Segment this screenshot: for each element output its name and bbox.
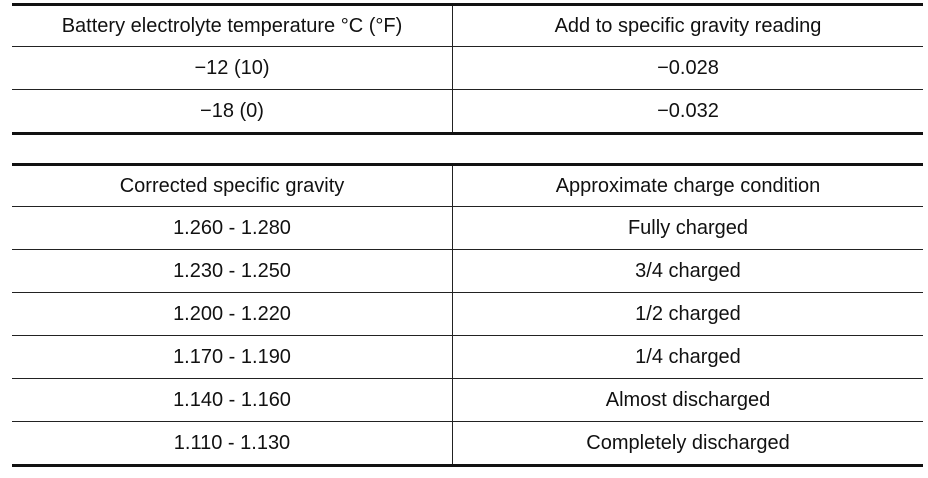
gravity-range-cell: 1.140 - 1.160 (12, 379, 453, 422)
charge-condition-table (12, 163, 923, 467)
gravity-range-cell: 1.230 - 1.250 (12, 250, 453, 293)
temperature-cell: −18 (0) (12, 90, 453, 134)
table-row (12, 47, 923, 90)
gravity-range-cell: 1.110 - 1.130 (12, 422, 453, 466)
correction-cell: −0.028 (453, 47, 924, 90)
header-electrolyte-temperature: Battery electrolyte temperature °C (°F) (12, 5, 453, 47)
table-row (12, 422, 923, 466)
charge-condition-cell: Almost discharged (453, 379, 924, 422)
temperature-cell: −12 (10) (12, 47, 453, 90)
header-corrected-specific-gravity: Corrected specific gravity (12, 165, 453, 207)
charge-condition-cell: 3/4 charged (453, 250, 924, 293)
table-header-row (12, 165, 923, 207)
charge-condition-cell: 1/4 charged (453, 336, 924, 379)
table-row (12, 90, 923, 134)
table-row (12, 293, 923, 336)
table-row (12, 207, 923, 250)
charge-condition-cell: Completely discharged (586, 431, 790, 454)
table-row (12, 250, 923, 293)
gravity-range-cell: 1.260 - 1.280 (12, 207, 453, 250)
table-header-row (12, 5, 923, 47)
gravity-range-cell: 1.200 - 1.220 (12, 293, 453, 336)
header-add-to-specific-gravity: Add to specific gravity reading (453, 5, 924, 47)
gravity-range-cell: 1.170 - 1.190 (12, 336, 453, 379)
charge-condition-cell: Fully charged (453, 207, 924, 250)
header-charge-condition: Approximate charge condition (453, 165, 924, 207)
temperature-correction-table (12, 3, 923, 135)
charge-condition-cell: 1/2 charged (453, 293, 924, 336)
table-row (12, 336, 923, 379)
correction-cell: −0.032 (657, 99, 719, 122)
table-row (12, 379, 923, 422)
